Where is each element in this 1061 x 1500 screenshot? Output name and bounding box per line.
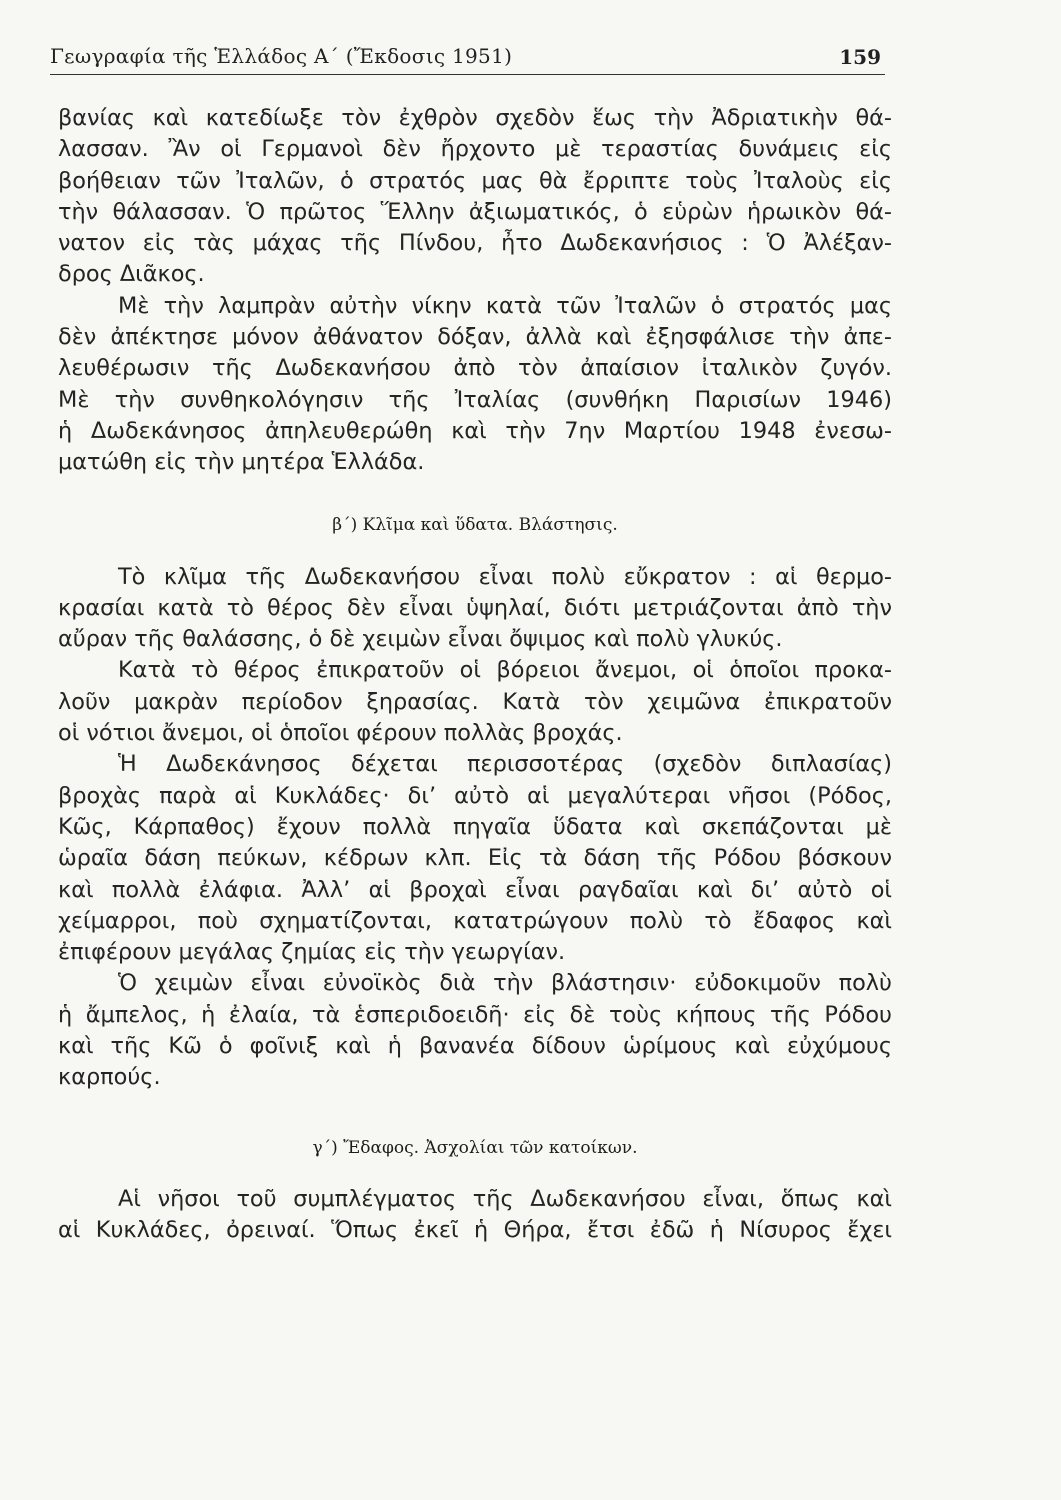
section-heading-b: β΄) Κλῖμα καὶ ὕδατα. Βλάστησις. (332, 514, 618, 535)
text-line: βροχὰς παρὰ αἱ Κυκλάδες· δι’ αὐτὸ αἱ μεγαλύτεραι νῆσοι (Ρόδος, (58, 782, 892, 809)
text-line: λοῦν μακρὰν περίοδον ξηρασίας. Κατὰ τὸν χειμῶνα ἐπικρατοῦν (58, 688, 892, 715)
paragraph-4 (58, 655, 892, 749)
text-line: ἐπιφέρουν μεγάλας ζημίας εἰς τὴν γεωργίαν. (58, 939, 566, 966)
page-number: 159 (839, 45, 881, 69)
text-line: Ὁ χειμὼν εἶναι εὐνοϊκὸς διὰ τὴν βλάστησιν· εὐδοκιμοῦν πολὺ (118, 970, 892, 997)
text-line: Αἱ νῆσοι τοῦ συμπλέγματος τῆς Δωδεκανήσου εἶναι, ὅπως καὶ (118, 1185, 892, 1212)
text-line: λευθέρωσιν τῆς Δωδεκανήσου ἀπὸ τὸν ἀπαίσιον ἰταλικὸν ζυγόν. (58, 355, 892, 382)
paragraph-7 (58, 1184, 892, 1247)
text-line: καὶ πολλὰ ἐλάφια. Ἀλλ’ αἱ βροχαὶ εἶναι ραγδαῖαι καὶ δι’ αὐτὸ οἱ (58, 876, 892, 903)
text-line: ματώθη εἰς τὴν μητέρα Ἑλλάδα. (58, 449, 425, 476)
text-line: δρος Διᾶκος. (58, 261, 205, 288)
text-line: οἱ νότιοι ἄνεμοι, οἱ ὁποῖοι φέρουν πολλὰς βροχάς. (58, 720, 623, 747)
page-header (50, 40, 885, 75)
text-line: βοήθειαν τῶν Ἰταλῶν, ὁ στρατός μας θὰ ἔρριπτε τοὺς Ἰταλοὺς εἰς (58, 167, 892, 194)
paragraph-6 (58, 968, 892, 1093)
text-line: χείμαρροι, ποὺ σχηματίζονται, κατατρώγουν πολὺ τὸ ἔδαφος καὶ (58, 907, 892, 934)
text-line: δὲν ἀπέκτησε μόνον ἀθάνατον δόξαν, ἀλλὰ καὶ ἐξησφάλισε τὴν ἀπε- (58, 324, 892, 351)
text-line: λασσαν. Ἂν οἱ Γερμανοὶ δὲν ἤρχοντο μὲ τεραστίας δυνάμεις εἰς (58, 136, 892, 163)
text-line: Τὸ κλῖμα τῆς Δωδεκανήσου εἶναι πολὺ εὔκρατον : αἱ θερμο- (118, 563, 892, 590)
text-line: ὡραῖα δάση πεύκων, κέδρων κλπ. Εἰς τὰ δάση τῆς Ρόδου βόσκουν (58, 845, 892, 872)
text-line: ἡ Δωδεκάνησος ἀπηλευθερώθη καὶ τὴν 7ην Μαρτίου 1948 ἐνεσω- (58, 417, 892, 444)
page-body (58, 103, 892, 1246)
text-line: κρασίαι κατὰ τὸ θέρος δὲν εἶναι ὑψηλαί, διότι μετριάζονται ἀπὸ τὴν (58, 594, 892, 621)
text-line: Κατὰ τὸ θέρος ἐπικρατοῦν οἱ βόρειοι ἄνεμοι, οἱ ὁποῖοι προκα- (118, 657, 892, 684)
paragraph-5 (58, 749, 892, 968)
text-line: τὴν θάλασσαν. Ὁ πρῶτος Ἕλλην ἀξιωματικός, ὁ εὑρὼν ἡρωικὸν θά- (58, 198, 892, 225)
text-line: ἡ ἄμπελος, ἡ ἐλαία, τὰ ἑσπεριδοειδῆ· εἰς δὲ τοὺς κήπους τῆς Ρόδου (58, 1001, 892, 1028)
text-line: αὔραν τῆς θαλάσσης, ὁ δὲ χειμὼν εἶναι ὄψιμος καὶ πολὺ γλυκύς. (58, 626, 783, 653)
paragraph-2 (58, 291, 892, 479)
text-line: καὶ τῆς Κῶ ὁ φοῖνιξ καὶ ἡ βανανέα δίδουν ὡρίμους καὶ εὐχύμους (58, 1033, 892, 1060)
text-line: Κῶς, Κάρπαθος) ἔχουν πολλὰ πηγαῖα ὕδατα καὶ σκεπάζονται μὲ (58, 813, 892, 840)
paragraph-3 (58, 562, 892, 656)
paragraph-1 (58, 103, 892, 291)
text-line: βανίας καὶ κατεδίωξε τὸν ἐχθρὸν σχεδὸν ἕως τὴν Ἀδριατικὴν θά- (58, 105, 892, 131)
text-line: αἱ Κυκλάδες, ὀρειναί. Ὅπως ἐκεῖ ἡ Θήρα, ἔτσι ἐδῶ ἡ Νίσυρος ἔχει (58, 1216, 892, 1243)
text-line: Μὲ τὴν λαμπρὰν αὐτὴν νίκην κατὰ τῶν Ἰταλῶν ὁ στρατός μας (118, 292, 892, 319)
text-line: νατον εἰς τὰς μάχας τῆς Πίνδου, ἦτο Δωδεκανήσιος : Ὁ Ἀλέξαν- (58, 230, 892, 257)
text-line: Μὲ τὴν συνθηκολόγησιν τῆς Ἰταλίας (συνθήκη Παρισίων 1946) (58, 386, 892, 413)
section-heading-c: γ΄) Ἔδαφος. Ἀσχολίαι τῶν κατοίκων. (312, 1137, 638, 1158)
text-line: καρπούς. (58, 1064, 161, 1091)
running-head: Γεωγραφία τῆς Ἑλλάδος Α΄ (Ἔκδοσις 1951) (50, 44, 513, 68)
text-line: Ἡ Δωδεκάνησος δέχεται περισσοτέρας (σχεδὸν διπλασίας) (118, 751, 892, 778)
